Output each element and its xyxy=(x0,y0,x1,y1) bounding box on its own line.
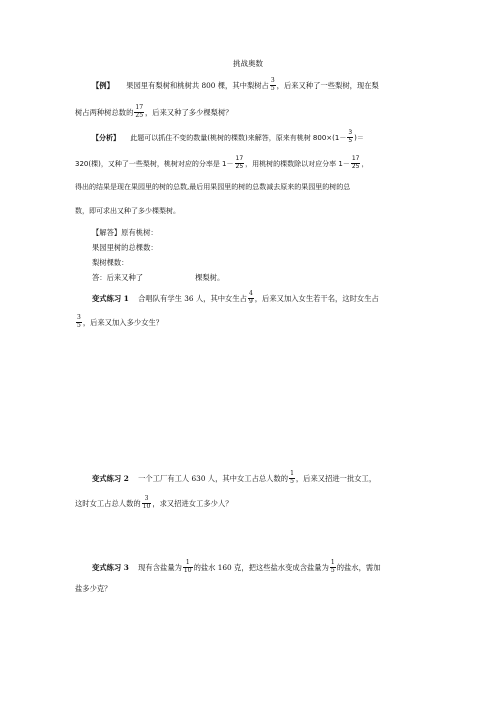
fraction: $\frac{1}{5}$ xyxy=(290,470,294,485)
fraction: $\frac{17}{25}$ xyxy=(135,104,144,119)
analysis-line-3: 得出的结果是现在果园里的树的总数,最后用果园里的树的总数减去原来的果园里的树的总 xyxy=(75,183,351,191)
exercise-1-line-1: 变式练习 1 合唱队有学生 36 人，其中女生占 $\frac{4}{9}$ ，后来又加入女生若干名，这时女生占 xyxy=(92,290,379,305)
fraction: $\frac{3}{5}$ xyxy=(270,77,275,92)
fraction: $\frac{1}{10}$ xyxy=(183,559,192,574)
fraction: $\frac{1}{5}$ xyxy=(330,559,335,574)
fraction: $\frac{17}{25}$ xyxy=(351,155,360,170)
solution-answer: 答：后来又种了 棵梨树。 xyxy=(92,273,225,282)
analysis-line-4: 数，即可求出又种了多少棵梨树。 xyxy=(75,207,180,215)
example-line-2: 树占两种树总数的 $\frac{17}{25}$ ，后来又种了多少棵梨树？ xyxy=(75,104,233,119)
exercise-2-line-2: 这时女工占总人数的 $\frac{3}{10}$ ，求又招进女工多少人？ xyxy=(75,495,233,510)
fraction: $\frac{3}{10}$ xyxy=(142,495,151,510)
exercise-3-label: 变式练习 3 xyxy=(92,563,129,572)
exercise-1-label: 变式练习 1 xyxy=(92,294,129,303)
fraction: $\frac{3}{5}$ xyxy=(77,314,81,329)
analysis-line-2: 320(棵)，又种了一些梨树，桃树对应的分率是 1－ $\frac{17}{25}$ ，用桃树的棵数除以对应分率 1－ $\frac{17}{25}$ ， xyxy=(75,155,369,170)
fraction: $\frac{4}{9}$ xyxy=(248,290,253,305)
solution-line-1: 【解答】原有桃树： xyxy=(92,228,158,237)
page-title: 挑战奥数 xyxy=(233,59,263,68)
exercise-2-label: 变式练习 2 xyxy=(92,474,129,483)
exercise-2-line-1: 变式练习 2 一个工厂有工人 630 人，其中女工占总人数的 $\frac{1}{5}$ ，后来又招进一批女工， xyxy=(92,470,377,485)
solution-line-3: 梨树棵数： xyxy=(92,258,129,267)
example-label: 【例】 xyxy=(92,81,114,90)
solution-line-2: 果园里树的总棵数： xyxy=(92,243,158,252)
exercise-3-line-1: 变式练习 3 现有含盐量为 $\frac{1}{10}$ 的盐水 160 克，把这些盐水变成含盐量为 $\frac{1}{5}$ 的盐水，需加 xyxy=(92,559,381,574)
exercise-1-line-2: $\frac{3}{5}$ ，后来又加入多少女生？ xyxy=(77,314,164,329)
analysis-line-1: 【分析】 此题可以抓住不变的数量(桃树的棵数)来解答，原来有桃树 800×(1－ $\frac{3}{5}$ )＝ xyxy=(92,129,364,144)
fraction: $\frac{3}{5}$ xyxy=(348,129,353,144)
analysis-label: 【分析】 xyxy=(92,134,120,142)
fraction: $\frac{17}{25}$ xyxy=(235,155,244,170)
exercise-3-line-2: 盐多少克？ xyxy=(75,584,112,593)
example-line-1: 【例】 果园里有梨树和桃树共 800 棵，其中梨树占 $\frac{3}{5}$ ，后来又种了一些梨树，现在梨 xyxy=(92,77,379,92)
